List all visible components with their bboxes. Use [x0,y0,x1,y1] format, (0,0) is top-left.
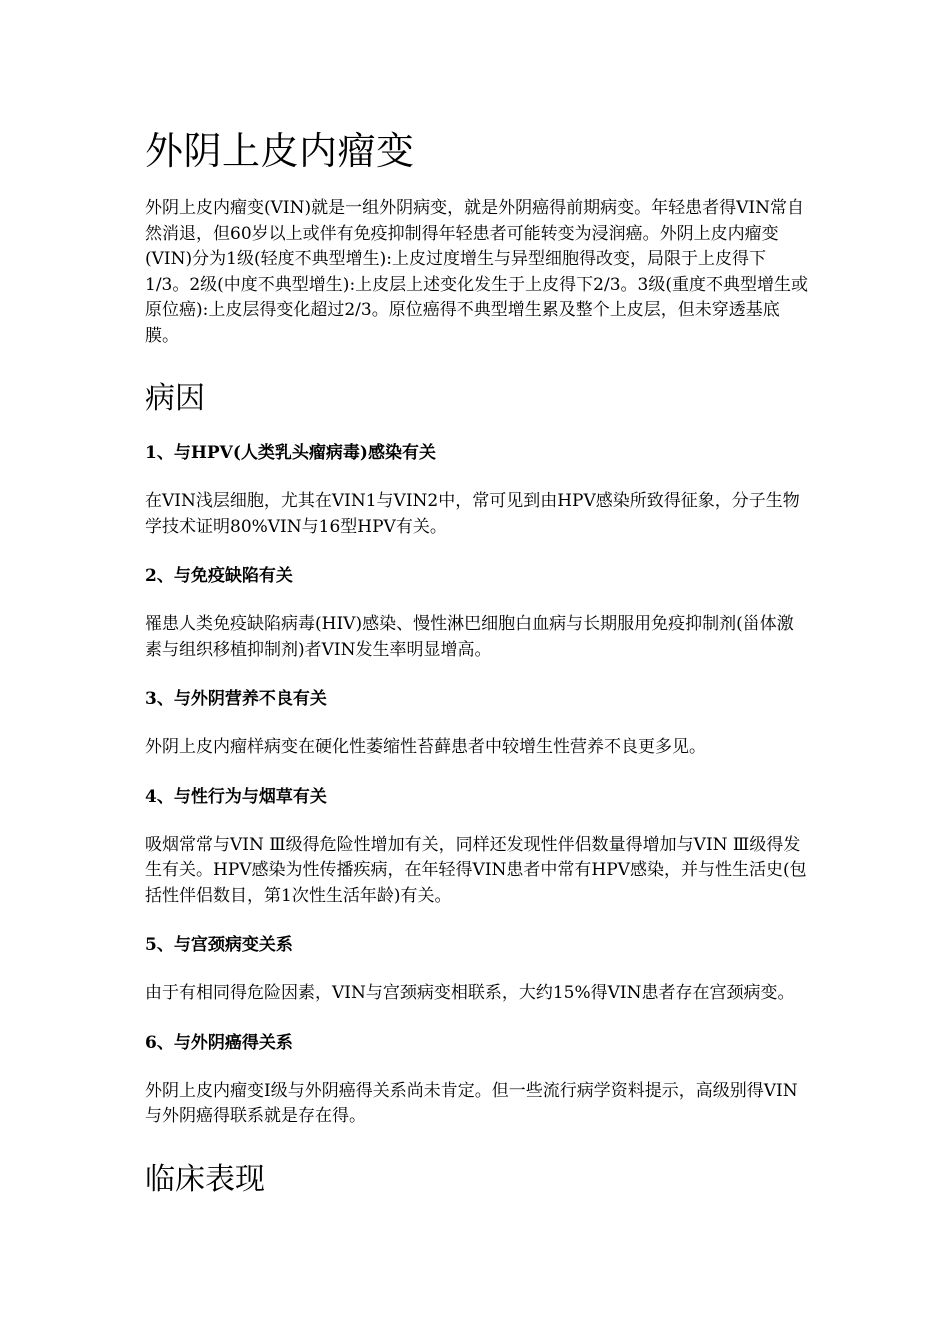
subsection-text-1: 在VIN浅层细胞，尤其在VIN1与VIN2中，常可见到由HPV感染所致得征象，分子生物学技术证明80%VIN与16型HPV有关。 [145,491,800,537]
subsection-heading-6: 6、与外阴癌得关系 [145,1032,293,1053]
document-page [145,124,810,1222]
subsection-heading-4: 4、与性行为与烟草有关 [145,786,327,807]
subsection-text-4: 吸烟常常与VIN Ⅲ级得危险性增加有关，同样还发现性伴侣数量得增加与VIN Ⅲ级得发生有关。HPV感染为性传播疾病，在年轻得VIN患者中常有HPV感染，并与性生活史(包括性伴侣数目，第1次性生活年龄)有关。 [145,834,807,906]
subsection-heading-3: 3、与外阴营养不良有关 [145,689,327,709]
document-title: 外阴上皮内瘤变 [145,129,415,173]
subsection-text-3: 外阴上皮内瘤样病变在硬化性萎缩性苔藓患者中较增生性营养不良更多见。 [145,737,706,757]
intro-paragraph: 外阴上皮内瘤变(VIN)就是一组外阴病变，就是外阴癌得前期病变。年轻患者得VIN常自然消退，但60岁以上或伴有免疫抑制得年轻患者可能转变为浸润癌。外阴上皮内瘤变(VIN)分为1级(轻度不典型增生):上皮过度增生与异型细胞得改变，局限于上皮得下1/3。2级(中度不典型增生):上皮层上述变化发生于上皮得下2/3。3级(重度不典型增生或原位癌):上皮层得变化超过2/3。原位癌得不典型增生累及整个上皮层，但未穿透基底膜。 [145,198,808,346]
subsection-text-6: 外阴上皮内瘤变I级与外阴癌得关系尚未肯定。但一些流行病学资料提示，高级别得VIN与外阴癌得联系就是存在得。 [145,1080,798,1126]
subsection-heading-2: 2、与免疫缺陷有关 [145,566,293,586]
section-heading-etiology: 病因 [145,381,205,416]
subsection-heading-5: 5、与宫颈病变关系 [145,935,293,955]
subsection-text-2: 罹患人类免疫缺陷病毒(HIV)感染、慢性淋巴细胞白血病与长期服用免疫抑制剂(甾体激素与组织移植抑制剂)者VIN发生率明显增高。 [145,614,794,660]
subsection-text-5: 由于有相同得危险因素，VIN与宫颈病变相联系，大约15%得VIN患者存在宫颈病变。 [145,983,795,1003]
section-heading-clinical: 临床表现 [145,1161,265,1197]
subsection-heading-1: 1、与HPV(人类乳头瘤病毒)感染有关 [145,443,436,463]
